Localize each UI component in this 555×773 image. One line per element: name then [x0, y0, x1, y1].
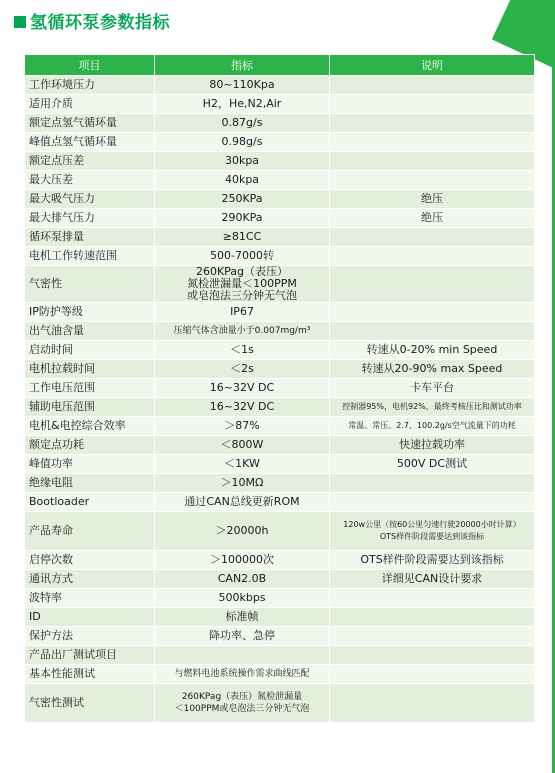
row-note-cell [330, 474, 535, 493]
row-item-cell: 气密性 [25, 266, 155, 303]
row-value-cell: 260KPag（表压） 氮检泄漏量＜100PPM 或皂泡法三分钟无气泡 [155, 266, 330, 303]
row-value-cell: ＞10MΩ [155, 474, 330, 493]
table-row [25, 570, 535, 589]
square-bullet-icon [14, 16, 26, 28]
row-value-cell: 16~32V DC [155, 379, 330, 398]
table-row [25, 684, 535, 723]
row-value-cell: ＞20000h [155, 512, 330, 551]
row-item-cell: 最大排气压力 [25, 209, 155, 228]
table-body [25, 76, 535, 723]
table-row [25, 114, 535, 133]
table-row [25, 341, 535, 360]
header-item: 项目 [25, 55, 155, 76]
row-item-cell: 出气油含量 [25, 322, 155, 341]
row-item-cell: 波特率 [25, 589, 155, 608]
row-value-cell: 30kpa [155, 152, 330, 171]
row-value-cell: 290KPa [155, 209, 330, 228]
row-value-cell: ＜2s [155, 360, 330, 379]
row-item-cell: IP防护等级 [25, 303, 155, 322]
table-row [25, 646, 535, 665]
row-value-cell [155, 646, 330, 665]
table-row [25, 247, 535, 266]
row-item-cell: 循环泵排量 [25, 228, 155, 247]
table-row [25, 171, 535, 190]
row-note-cell [330, 684, 535, 723]
table-header-row [25, 55, 535, 76]
row-item-cell: 基本性能测试 [25, 665, 155, 684]
row-note-cell [330, 133, 535, 152]
row-note-cell: 转速从20-90% max Speed [330, 360, 535, 379]
row-value-cell: 500-7000转 [155, 247, 330, 266]
row-value-cell: H2，He,N2,Air [155, 95, 330, 114]
spec-table [24, 54, 535, 723]
table-row [25, 627, 535, 646]
table-row [25, 474, 535, 493]
row-item-cell: 工作环境压力 [25, 76, 155, 95]
table-row [25, 95, 535, 114]
row-item-cell: 启动时间 [25, 341, 155, 360]
table-row [25, 303, 535, 322]
row-note-cell [330, 589, 535, 608]
table-row [25, 512, 535, 551]
table-row [25, 209, 535, 228]
row-item-cell: 电机拉载时间 [25, 360, 155, 379]
row-item-cell: 绝缘电阻 [25, 474, 155, 493]
row-value-cell: 标准帧 [155, 608, 330, 627]
page-title [14, 8, 170, 33]
row-value-cell: ＞100000次 [155, 551, 330, 570]
row-note-cell [330, 228, 535, 247]
row-note-cell: 常温、常压、2.7、100.2g/s空气流量下的功耗 [330, 417, 535, 436]
row-item-cell: 额定点氢气循环量 [25, 114, 155, 133]
row-item-cell: 工作电压范围 [25, 379, 155, 398]
row-value-cell: 260KPag（表压）氮检泄漏量 ＜100PPM或皂泡法三分钟无气泡 [155, 684, 330, 723]
table-row [25, 360, 535, 379]
row-item-cell: 最大吸气压力 [25, 190, 155, 209]
row-note-cell [330, 493, 535, 512]
row-item-cell: 电机&电控综合效率 [25, 417, 155, 436]
table-row [25, 379, 535, 398]
header-value: 指标 [155, 55, 330, 76]
row-item-cell: 额定点压差 [25, 152, 155, 171]
row-item-cell: 保护方法 [25, 627, 155, 646]
row-value-cell: ＜1s [155, 341, 330, 360]
row-note-cell: 绝压 [330, 190, 535, 209]
row-value-cell: 40kpa [155, 171, 330, 190]
table-row [25, 266, 535, 303]
page-title-text: 氢循环泵参数指标 [30, 13, 170, 33]
row-note-cell: 500V DC测试 [330, 455, 535, 474]
table-row [25, 608, 535, 627]
row-note-cell [330, 627, 535, 646]
row-value-cell: ＜800W [155, 436, 330, 455]
table-row [25, 322, 535, 341]
table-row [25, 493, 535, 512]
row-value-cell: 0.98g/s [155, 133, 330, 152]
row-note-cell: OTS样件阶段需要达到该指标 [330, 551, 535, 570]
row-note-cell: 详细见CAN设计要求 [330, 570, 535, 589]
row-value-cell: 500kbps [155, 589, 330, 608]
row-item-cell: 电机工作转速范围 [25, 247, 155, 266]
row-note-cell [330, 266, 535, 303]
header-note: 说明 [330, 55, 535, 76]
row-item-cell: ID [25, 608, 155, 627]
row-item-cell: 最大压差 [25, 171, 155, 190]
row-note-cell [330, 608, 535, 627]
table-row [25, 152, 535, 171]
row-value-cell: ＜1KW [155, 455, 330, 474]
row-item-cell: 产品寿命 [25, 512, 155, 551]
row-value-cell: 压缩气体含油量小于0.007mg/m³ [155, 322, 330, 341]
table-row [25, 190, 535, 209]
row-note-cell: 120w公里（按60公里匀速行驶20000小时计算） OTS样件阶段需要达到该指标 [330, 512, 535, 551]
row-note-cell [330, 665, 535, 684]
row-note-cell [330, 646, 535, 665]
row-note-cell: 卡车平台 [330, 379, 535, 398]
row-value-cell: 250KPa [155, 190, 330, 209]
row-item-cell: 通讯方式 [25, 570, 155, 589]
row-value-cell: 0.87g/s [155, 114, 330, 133]
row-note-cell [330, 247, 535, 266]
row-value-cell: IP67 [155, 303, 330, 322]
table-row [25, 228, 535, 247]
row-note-cell: 绝压 [330, 209, 535, 228]
table-row [25, 76, 535, 95]
row-item-cell: 适用介质 [25, 95, 155, 114]
row-note-cell [330, 303, 535, 322]
row-value-cell: 80~110Kpa [155, 76, 330, 95]
row-value-cell: ≥81CC [155, 228, 330, 247]
table-row [25, 589, 535, 608]
row-item-cell: 峰值点氢气循环量 [25, 133, 155, 152]
table-row [25, 417, 535, 436]
row-value-cell: CAN2.0B [155, 570, 330, 589]
row-value-cell: ＞87% [155, 417, 330, 436]
row-note-cell: 控制器95%，电机92%，最终考核压比和测试功率 [330, 398, 535, 417]
table-row [25, 398, 535, 417]
row-item-cell: 额定点功耗 [25, 436, 155, 455]
row-note-cell: 转速从0-20% min Speed [330, 341, 535, 360]
row-note-cell [330, 76, 535, 95]
row-note-cell [330, 152, 535, 171]
table-row [25, 551, 535, 570]
row-note-cell [330, 114, 535, 133]
row-note-cell [330, 95, 535, 114]
row-note-cell [330, 171, 535, 190]
table-row [25, 133, 535, 152]
row-value-cell: 通过CAN总线更新ROM [155, 493, 330, 512]
row-value-cell: 降功率、急停 [155, 627, 330, 646]
table-row [25, 455, 535, 474]
row-value-cell: 16~32V DC [155, 398, 330, 417]
row-item-cell: 辅助电压范围 [25, 398, 155, 417]
row-item-cell: Bootloader [25, 493, 155, 512]
table-row [25, 436, 535, 455]
row-item-cell: 产品出厂测试项目 [25, 646, 155, 665]
row-item-cell: 峰值功率 [25, 455, 155, 474]
row-item-cell: 启停次数 [25, 551, 155, 570]
row-value-cell: 与燃料电池系统操作需求曲线匹配 [155, 665, 330, 684]
row-note-cell: 快速拉载功率 [330, 436, 535, 455]
row-note-cell [330, 322, 535, 341]
table-row [25, 665, 535, 684]
row-item-cell: 气密性测试 [25, 684, 155, 723]
